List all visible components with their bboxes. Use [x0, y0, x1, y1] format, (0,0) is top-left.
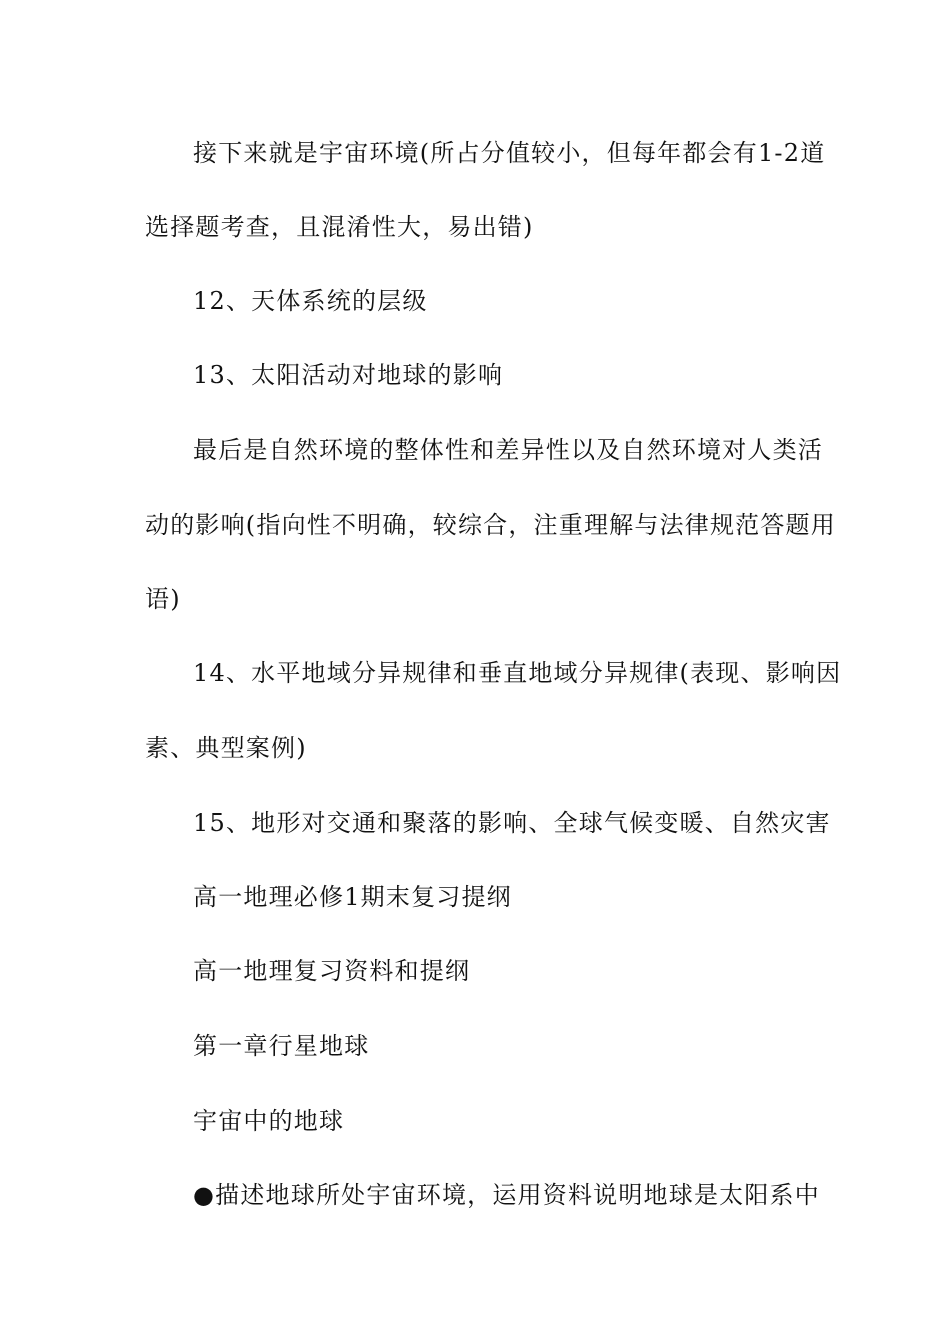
- paragraph-line: 素、典型案例): [145, 734, 307, 762]
- paragraph-line: 最后是自然环境的整体性和差异性以及自然环境对人类活: [193, 436, 823, 464]
- list-item: 13、太阳活动对地球的影响: [193, 361, 504, 389]
- list-item: 15、地形对交通和聚落的影响、全球气候变暖、自然灾害: [193, 809, 831, 837]
- list-item: 14、水平地域分异规律和垂直地域分异规律(表现、影响因: [193, 659, 842, 687]
- list-item: 12、天体系统的层级: [193, 287, 428, 315]
- bullet-item: ●描述地球所处宇宙环境，运用资料说明地球是太阳系中: [193, 1181, 820, 1209]
- section-heading: 高一地理复习资料和提纲: [193, 957, 471, 985]
- paragraph-line: 动的影响(指向性不明确，较综合，注重理解与法律规范答题用: [145, 511, 836, 539]
- paragraph-line: 接下来就是宇宙环境(所占分值较小，但每年都会有1-2道: [193, 139, 826, 167]
- section-heading: 高一地理必修1期末复习提纲: [193, 883, 512, 911]
- paragraph-line: 选择题考查，且混淆性大，易出错): [145, 213, 534, 241]
- paragraph-line: 语): [145, 585, 181, 613]
- section-heading: 宇宙中的地球: [193, 1107, 345, 1135]
- chapter-heading: 第一章行星地球: [193, 1032, 370, 1060]
